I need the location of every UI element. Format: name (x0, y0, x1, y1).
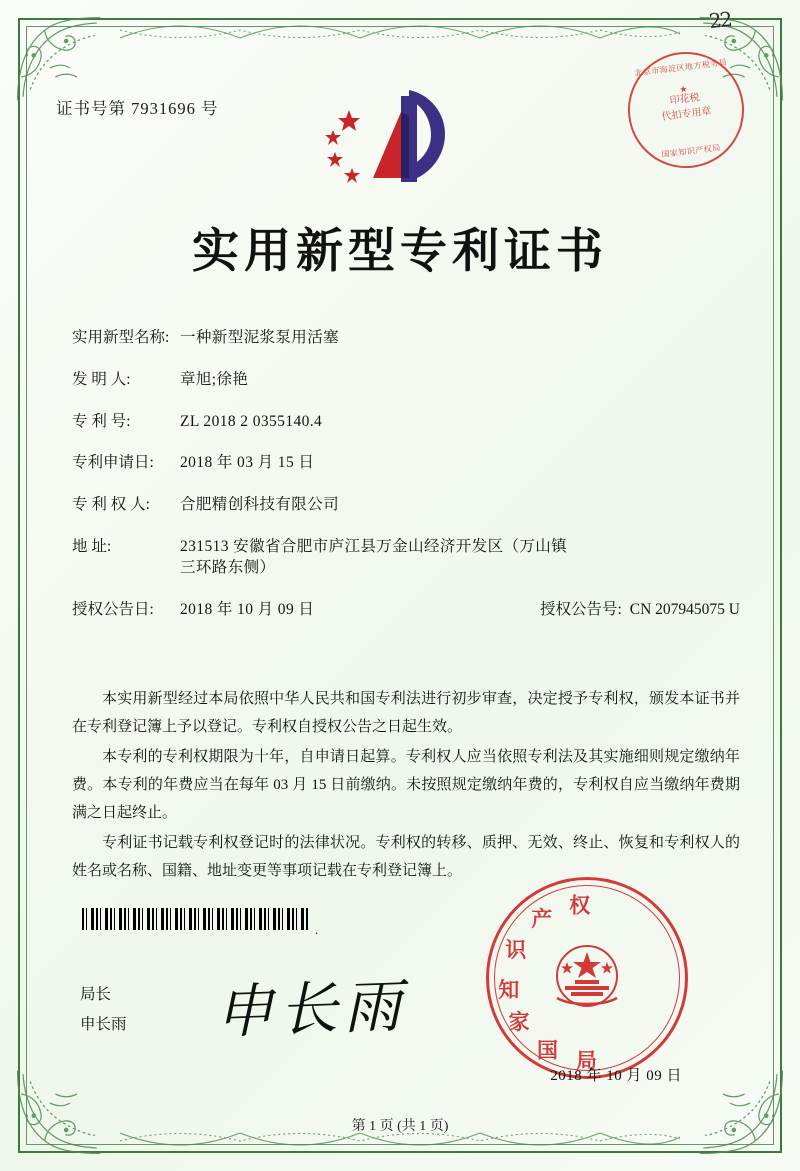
address-line-1: 231513 安徽省合肥市庐江县万金山经济开发区（万山镇 (180, 537, 568, 555)
field-label: 专 利 号: (72, 412, 131, 430)
field-value: 2018 年 03 月 15 日 (180, 454, 315, 472)
signature-name: 申长雨 (80, 1016, 127, 1033)
field-list (72, 330, 740, 644)
handwritten-page-mark: 22 (707, 6, 732, 34)
paragraph-2: 本专利的专利权期限为十年，自申请日起算。专利权人应当依照专利法及其实施细则规定缴纳年费。本专利的年费应当在每年 03 月 15 日前缴纳。未按照规定缴纳年费的，专利权自应当缴纳年费期满之日起终止。 (72, 749, 740, 821)
field-row-patent-number (72, 414, 740, 430)
barcode (82, 908, 310, 930)
field-value: 合肥精创科技有限公司 (180, 496, 340, 514)
seal-date: 2018 年 10 月 09 日 (550, 1068, 682, 1084)
field-label: 发 明 人: (72, 370, 131, 388)
signature-handwriting: 申长雨 (214, 971, 409, 1047)
field-label-announcement-number: 授权公告号: (539, 600, 622, 618)
field-label: 实用新型名称: (72, 329, 170, 346)
seal-char: 权 (569, 893, 591, 918)
corner-ornament-icon (14, 1067, 104, 1157)
national-emblem-icon (545, 936, 629, 1020)
field-row-address (72, 539, 740, 577)
official-seal (486, 877, 688, 1079)
top-edge-ornament-icon (120, 16, 680, 42)
signature-block (80, 980, 127, 1040)
seal-char: 识 (505, 938, 527, 963)
seal-char: 知 (498, 977, 520, 1002)
corner-ornament-icon (14, 14, 104, 104)
signature-title: 局长 (80, 986, 112, 1003)
field-label: 地 址: (72, 537, 112, 555)
star-icon: ★ (678, 83, 689, 95)
field-value-announcement-number: CN 207945075 U (629, 600, 740, 618)
page-title: 实用新型专利证书 (192, 226, 608, 278)
seal-char: 国 (537, 1038, 558, 1063)
tax-stamp-arc-top: 北京市海淀区地方税务局 (633, 57, 728, 78)
barcode-dot: . (315, 922, 319, 937)
corner-ornament-icon (696, 1067, 786, 1157)
field-row-application-date (72, 455, 740, 471)
field-value: 一种新型泥浆泵用活塞 (180, 329, 340, 346)
field-row-inventor (72, 372, 740, 388)
seal-char: 产 (531, 907, 553, 932)
certificate-number: 证书号第 7931696 号 (56, 99, 219, 118)
field-row-patentee (72, 497, 740, 513)
paragraph-3: 专利证书记载专利权登记时的法律状况。专利权的转移、质押、无效、终止、恢复和专利权人的姓名或名称、国籍、地址变更等事项记载在专利登记簿上。 (72, 835, 740, 879)
field-value: 章旭;徐艳 (180, 370, 249, 388)
field-label-announcement-date: 授权公告日: (72, 600, 154, 618)
tax-stamp-line2: 代扣专用章 (661, 105, 713, 123)
field-label: 专利申请日: (72, 454, 154, 472)
tax-stamp-line1: 印花税 (669, 92, 701, 107)
field-value: ZL 2018 2 0355140.4 (180, 412, 323, 430)
field-value (180, 539, 740, 577)
tax-stamp-arc-bottom: 国家知识产权局 (660, 143, 722, 160)
sipo-logo-icon (305, 82, 495, 192)
page-footer: 第 1 页 (共 1 页) (351, 1119, 449, 1134)
seal-char: 家 (508, 1010, 530, 1034)
body-text (72, 685, 740, 887)
field-value-announcement-date: 2018 年 10 月 09 日 (180, 600, 315, 618)
field-label: 专 利 权 人: (72, 496, 150, 514)
field-row-name (72, 330, 740, 346)
address-line-2: 三环路东侧） (180, 559, 276, 577)
paragraph-1: 本实用新型经过本局依照中华人民共和国专利法进行初步审查，决定授予专利权，颁发本证书并在专利登记簿上予以登记。专利权自授权公告之日起生效。 (72, 691, 740, 735)
seal-char: 局 (576, 1049, 597, 1073)
field-row-announcement (72, 602, 740, 618)
